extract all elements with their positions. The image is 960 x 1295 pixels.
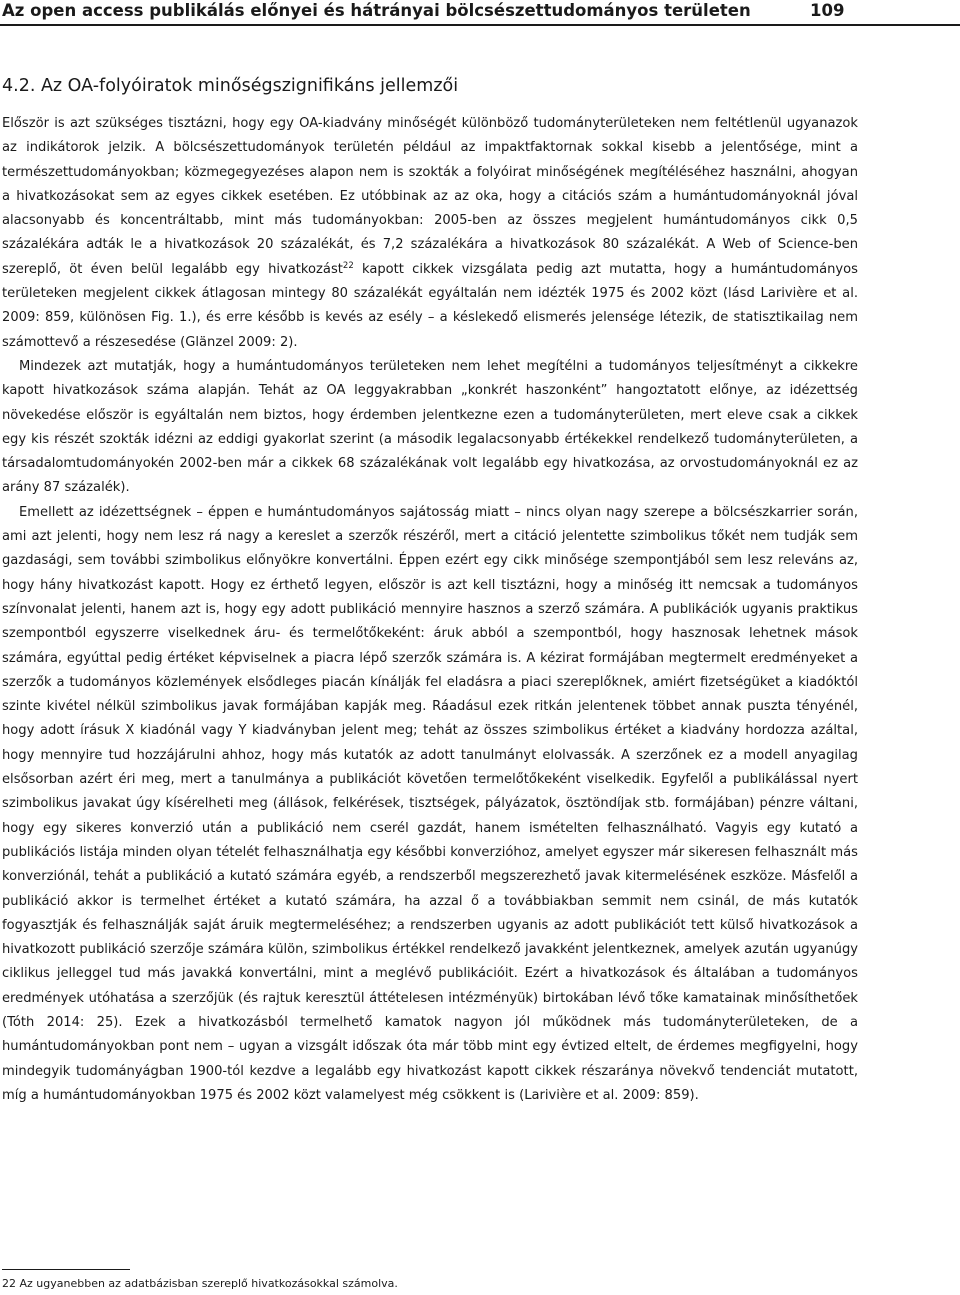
paragraph-1-text-continued: kapott cikkek vizsgálata pedig azt mutatta, hogy a humántudományos területeken megjelent cikkek átlagosan mintegy 80 százalékát egyáltalán nem idézték 1975 és 2002 közt (lásd Larivière et al. 2009: 859, különösen Fig. 1.), és erre később is kevés az esély – a késlekedő elismerés jelensége létezik, de statisztikailag nem számottevő a részesedése (Glänzel 2009: 2). [2,261,858,350]
footnote-divider [2,1269,130,1270]
body-text [2,112,858,1108]
running-title: Az open access publikálás előnyei és hátrányai bölcsészettudományos területen [2,1,751,20]
section-heading: 4.2. Az OA-folyóiratok minőségszignifikáns jellemzői [2,76,459,96]
footnote: 22 Az ugyanebben az adatbázisban szereplő hivatkozásokkal számolva. [2,1277,398,1290]
paragraph-1-text: Először is azt szükséges tisztázni, hogy egy OA-kiadvány minőségét különböző tudományterületeken nem feltétlenül ugyanazok az indikátorok jelzik. A bölcsészettudományok területén például az impaktfaktornak sokkal kisebb a jelentősége, mint a természettudományokban; közmegegyezéses alapon nem is szokták a folyóirat minőségének megítéléséhez használni, ahogyan a hivatkozásokat sem az egyes cikkek esetében. Ez utóbbinak az az oka, hogy a citációs szám a humántudományoknál jóval alacsonyabb és koncentráltabb, mint más tudományokban: 2005-ben az összes megjelent humántudományos cikk 0,5 százalékára adták le a hivatkozások 20 százalékát, és 7,2 százalékára a hivatkozások 80 százalékát. A Web of Science-ben szereplő, öt éven belül legalább egy hivatkozást [2,116,858,277]
paragraph-3: Emellett az idézettségnek – éppen e humántudományos sajátosság miatt – nincs olyan nagy szerepe a bölcsészkarrier során, ami azt jelenti, hogy nem lesz rá nagy a kereslet a szerzők részéről, mert a citáció jelentette szimbolikus tőkét nem tudják sem gazdasági, sem további szimbolikus előnyökre konvertálni. Éppen ezért egy cikk minősége szempontjából sem lesz releváns az, hogy hány hivatkozást kapott. Hogy ez érthető legyen, először is azt kell tisztázni, hogy a minőség itt nemcsak a tudományos színvonalat jelenti, hanem azt is, hogy egy adott publikáció mennyire hasznos a szerző számára. A publikációk ugyanis praktikus szempontból egyszerre viselkednek áru- és termelőtőkeként: áruk abból a szempontból, hogy hasznosak lehetnek mások számára, egyúttal pedig értéket képviselnek a piacra lépő szerzők számára is. A kézirat formájában megtermelt eredményeket a szerzők a tudományos közlemények elsődleges piacán kínálják fel eladásra a piaci szereplőknek, amiért fizetségüket a kiadóktól szinte kivétel nélkül szimbolikus javak formájában kapják meg. Ráadásul ezek ritkán jelentenek többet annak puszta tényénél, hogy adott írásuk X kiadónál vagy Y kiadványban jelent meg; tehát az összes szimbolikus értéket a kiadvány hordozza azáltal, hogy mennyire tud hozzájárulni ahhoz, hogy más kutatók az adott tanulmányt elolvassák. A szerzőnek ez a modell anyagilag elsősorban azért éri meg, mert a tanulmánya a publikációt követően termelőtőkeként viselkedik. Egyfelől a publikálással nyert szimbolikus javakat úgy kísérelheti meg (állások, felkérések, tisztségek, pályázatok, ösztöndíjak stb. formájában) pénzre váltani, hogy egy sikeres konverzió után a publikáció nem cserél gazdát, hanem ismételten felhasználható. Vagyis egy kutató a publikációs listája minden olyan tételét felhasználhatja egy későbbi konverzióhoz, amelyet egyszer már sikeresen felhasznált más konverziónál, tehát a publikáció a kutató számára egyéb, a rendszerből megszerezhető javak kitermelésének eszköze. Másfelől a publikáció akkor is termelhet értéket a kutató számára, ha azzal ő a továbbiakban semmit nem csinál, de más kutatók fogyasztják és felhasználják saját áruik megtermeléséhez; a rendszerben ugyanis az adott publikációt tett külső hivatkozások a hivatkozott publikáció szerzője számára külön, szimbolikus értékkel rendelkező javakként jelentkeznek, amelyek azután ugyanúgy ciklikus jelleggel tud más javakká konvertálni, mint a meglévő publikációit. Ezért a hivatkozások és általában a tudományos eredmények utóhatása a szerzőjük (és rajtuk keresztül áttételesen intézményük) birtokában lévő tőke kamatainak minősíthetőek (Tóth 2014: 25). Ezek a hivatkozásból termelhető kamatok nagyon jól működnek más tudományterületeken, de a humántudományokban pont nem – ugyan a vizsgált időszak óta már több mint egy évtized eltelt, de érdemes megfigyelni, hogy mindegyik tudományágban 1900-tól kezdve a legalább egy hivatkozást kapott cikkek részaránya növekvő tendenciát mutatott, míg a humántudományokban 1975 és 2002 közt valamelyest még csökkent is (Larivière et al. 2009: 859). [2,504,858,1103]
paragraph-1 [2,112,858,355]
running-header [0,0,960,26]
footnote-marker: 22 [342,260,354,271]
page-number: 109 [810,1,845,20]
paragraph-2: Mindezek azt mutatják, hogy a humántudományos területeken nem lehet megítélni a tudományos teljesítményt a cikkekre kapott hivatkozások száma alapján. Tehát az OA leggyakrabban „konkrét haszonként” hangoztatott előnye, az idézettség növekedése először is egyáltalán nem biztos, hogy érdemben jelentkezne ezen a tudományterületen, mert eleve csak a cikkek egy kis részét szokták idézni az eddigi gyakorlat szerint (a második legalacsonyabb értékekkel rendelkező tudományterületen, a társadalomtudományokén 2002-ben már a cikkek 68 százalékának volt legalább egy hivatkozása, az orvostudományoknál ez az arány 87 százalék). [2,358,858,496]
